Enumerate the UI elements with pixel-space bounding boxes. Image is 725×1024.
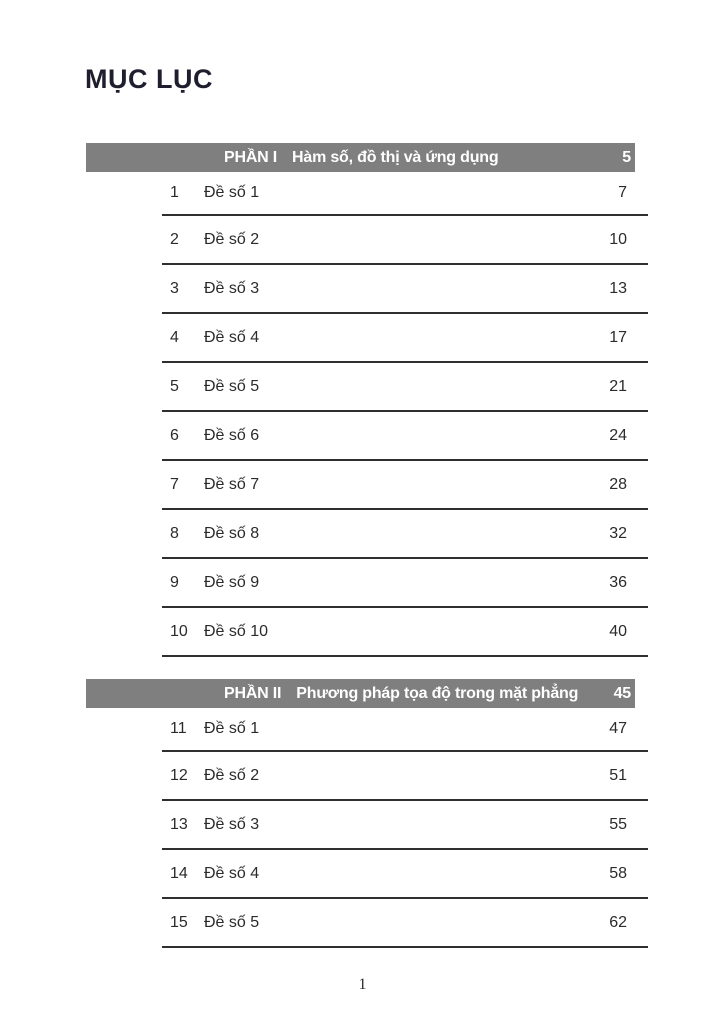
row-index: 15 (170, 913, 188, 931)
toc-row (162, 412, 648, 461)
row-index: 7 (170, 475, 179, 493)
row-page-number: 17 (609, 328, 627, 346)
section-header-bar (86, 143, 635, 172)
section-rows (162, 172, 648, 657)
section-page-number: 5 (622, 148, 631, 166)
toc-row (162, 510, 648, 559)
row-page-number: 24 (609, 426, 627, 444)
row-page-number: 10 (609, 230, 627, 248)
row-title: Đề số 1 (204, 184, 260, 201)
row-page-number: 7 (618, 184, 627, 201)
row-page-number: 51 (609, 766, 627, 784)
row-page-number: 36 (609, 573, 627, 591)
toc-row (162, 559, 648, 608)
row-title: Đề số 4 (204, 328, 260, 346)
section-header-bar (86, 679, 635, 708)
row-index: 11 (170, 720, 187, 737)
toc-row (162, 265, 648, 314)
row-page-number: 40 (609, 622, 627, 640)
row-index: 1 (170, 184, 179, 201)
section-label: PHẦN II (224, 684, 282, 702)
toc-row (162, 608, 648, 657)
section-title: Hàm số, đồ thị và ứng dụng (292, 148, 499, 166)
row-title: Đề số 9 (204, 573, 260, 591)
row-title: Đề số 5 (204, 913, 260, 931)
row-index: 10 (170, 622, 188, 640)
row-index: 2 (170, 230, 179, 248)
row-title: Đề số 7 (204, 475, 260, 493)
row-page-number: 55 (609, 815, 627, 833)
row-title: Đề số 3 (204, 279, 260, 297)
row-title: Đề số 1 (204, 720, 260, 737)
toc-row (162, 899, 648, 948)
toc-row (162, 314, 648, 363)
section-label: PHẦN I (224, 148, 278, 166)
row-index: 5 (170, 377, 179, 395)
toc-row (162, 752, 648, 801)
row-title: Đề số 6 (204, 426, 260, 444)
row-index: 14 (170, 864, 188, 882)
row-index: 9 (170, 573, 179, 591)
row-index: 13 (170, 815, 188, 833)
row-page-number: 21 (609, 377, 627, 395)
page-footer (0, 976, 725, 994)
section-title: Phương pháp tọa độ trong mặt phẳng (296, 684, 579, 702)
row-page-number: 62 (609, 913, 627, 931)
toc-section (86, 679, 648, 948)
toc-section (86, 143, 648, 657)
row-page-number: 28 (609, 475, 627, 493)
row-title: Đề số 10 (204, 622, 269, 640)
row-page-number: 32 (609, 524, 627, 542)
row-title: Đề số 5 (204, 377, 260, 395)
row-page-number: 47 (609, 720, 627, 737)
toc-row (162, 461, 648, 510)
section-page-number: 45 (613, 684, 631, 702)
toc-row (162, 216, 648, 265)
row-index: 8 (170, 524, 179, 542)
row-title: Đề số 2 (204, 766, 260, 784)
row-title: Đề số 2 (204, 230, 260, 248)
toc-row (162, 801, 648, 850)
row-title: Đề số 8 (204, 524, 260, 542)
section-rows (162, 708, 648, 948)
row-index: 12 (170, 766, 188, 784)
row-index: 6 (170, 426, 179, 444)
toc-row (162, 363, 648, 412)
row-page-number: 58 (609, 864, 627, 882)
row-page-number: 13 (609, 279, 627, 297)
row-title: Đề số 4 (204, 864, 260, 882)
toc-row (162, 708, 648, 752)
row-index: 3 (170, 279, 179, 297)
footer-page-number: 1 (358, 976, 367, 993)
row-index: 4 (170, 328, 179, 346)
page-title: MỤC LỤC (85, 64, 213, 94)
toc-row (162, 172, 648, 216)
toc (86, 143, 648, 948)
row-title: Đề số 3 (204, 815, 260, 833)
toc-row (162, 850, 648, 899)
